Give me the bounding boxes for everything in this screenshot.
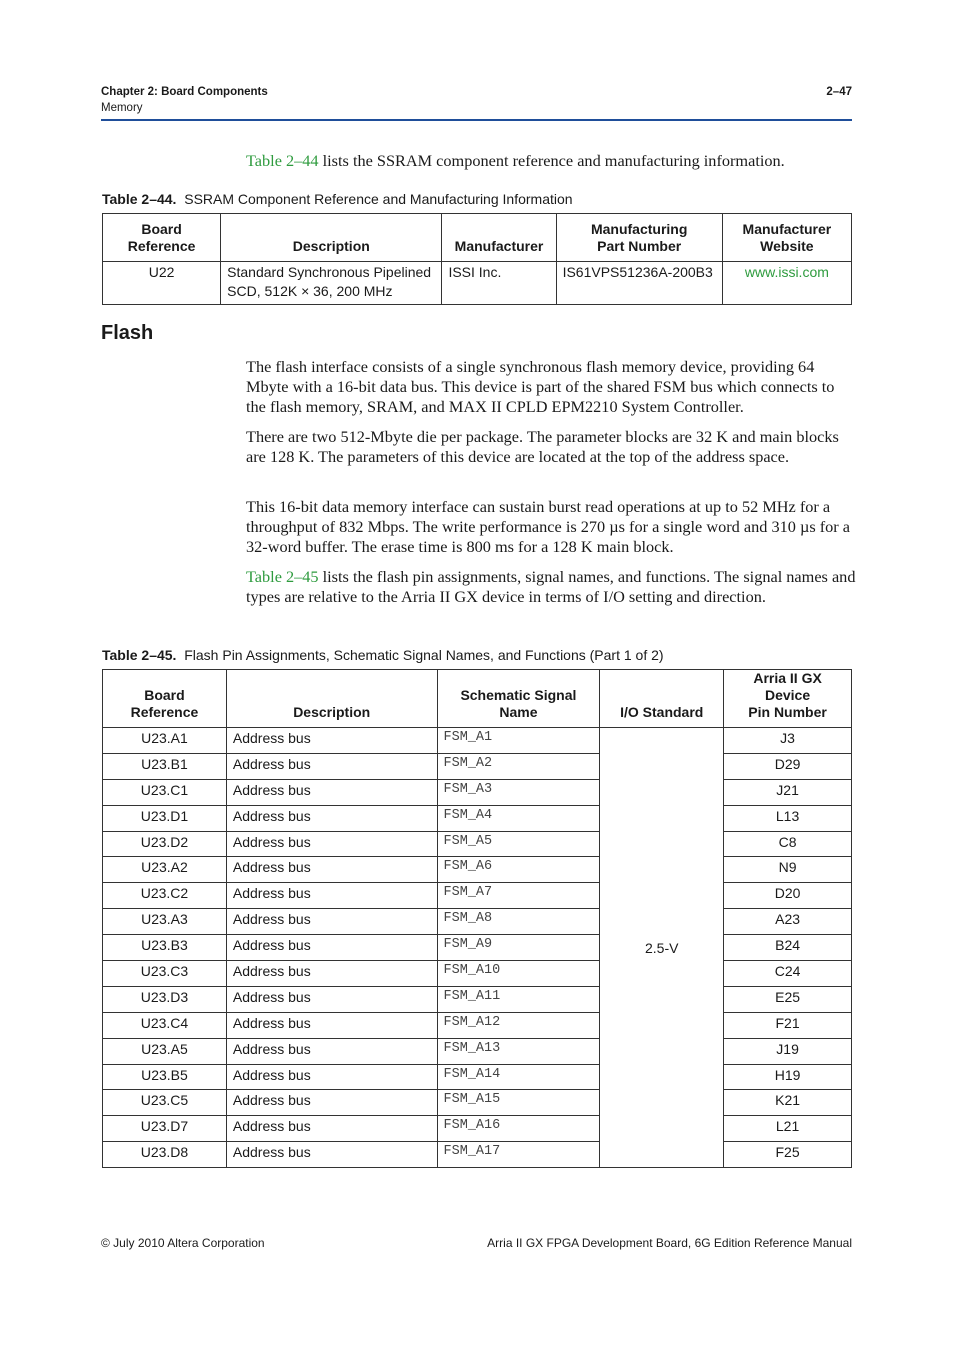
board-reference-cell: U23.A3	[103, 909, 227, 935]
pin-number-cell: C8	[724, 831, 852, 857]
flash-paragraph-4: Table 2–45 lists the flash pin assignments, signal names, and functions. The signal names and types are relative to the Arria II GX device in terms of I/O setting and direction.	[246, 567, 856, 606]
pin-number-cell: N9	[724, 857, 852, 883]
col-signal-name: Schematic Signal Name	[437, 670, 600, 728]
table-row	[103, 805, 852, 831]
board-reference-cell: U23.C4	[103, 1012, 227, 1038]
col-board-reference: Board Reference	[103, 214, 221, 262]
flash-paragraph-2: There are two 512-Mbyte die per package. The parameter blocks are 32 K and main blocks are 128 K. The parameters of this device are located at the top of the address space.	[246, 427, 839, 466]
col-manufacturer: Manufacturer	[442, 214, 556, 262]
board-reference-cell: U23.B1	[103, 753, 227, 779]
description-cell: Address bus	[226, 883, 437, 909]
pin-number-cell: K21	[724, 1090, 852, 1116]
io-standard-cell: 2.5-V	[600, 728, 724, 1168]
board-reference-cell: U23.A1	[103, 728, 227, 754]
pin-number-cell: L21	[724, 1116, 852, 1142]
table-header-row	[103, 670, 852, 728]
pin-number-cell: H19	[724, 1064, 852, 1090]
pin-number-cell: J21	[724, 779, 852, 805]
pin-number-cell: F25	[724, 1142, 852, 1168]
description-cell: Address bus	[226, 1038, 437, 1064]
board-reference-cell: U23.C1	[103, 779, 227, 805]
signal-name-cell: FSM_A11	[437, 986, 600, 1012]
description-cell: Address bus	[226, 805, 437, 831]
table-2-45-caption: Table 2–45. Flash Pin Assignments, Schematic Signal Names, and Functions (Part 1 of 2)	[102, 647, 664, 663]
description-cell: Address bus	[226, 961, 437, 987]
flash-pin-table	[102, 669, 852, 1168]
description-cell: Address bus	[226, 857, 437, 883]
description-cell: Address bus	[226, 1090, 437, 1116]
signal-name-cell: FSM_A13	[437, 1038, 600, 1064]
signal-name-cell: FSM_A7	[437, 883, 600, 909]
manufacturer-cell: ISSI Inc.	[442, 262, 556, 305]
board-reference-cell: U23.A2	[103, 857, 227, 883]
signal-name-cell: FSM_A15	[437, 1090, 600, 1116]
table-row	[103, 1090, 852, 1116]
pin-number-cell: L13	[724, 805, 852, 831]
table-row	[103, 1038, 852, 1064]
signal-name-cell: FSM_A5	[437, 831, 600, 857]
signal-name-cell: FSM_A3	[437, 779, 600, 805]
pin-number-cell: D20	[724, 883, 852, 909]
website-link[interactable]: www.issi.com	[722, 262, 851, 305]
board-reference-cell: U23.C5	[103, 1090, 227, 1116]
board-reference-cell: U23.B3	[103, 935, 227, 961]
table-row	[103, 262, 852, 305]
signal-name-cell: FSM_A12	[437, 1012, 600, 1038]
board-reference-cell: U22	[103, 262, 221, 305]
table-row	[103, 753, 852, 779]
running-header	[101, 84, 268, 116]
description-cell: Address bus	[226, 831, 437, 857]
chapter-title: Chapter 2: Board Components	[101, 86, 268, 98]
pin-number-cell: D29	[724, 753, 852, 779]
board-reference-cell: U23.D3	[103, 986, 227, 1012]
board-reference-cell: U23.D1	[103, 805, 227, 831]
board-reference-cell: U23.C3	[103, 961, 227, 987]
board-reference-cell: U23.B5	[103, 1064, 227, 1090]
table-2-44-link[interactable]: Table 2–44	[246, 151, 319, 170]
signal-name-cell: FSM_A14	[437, 1064, 600, 1090]
col-board-reference: Board Reference	[103, 670, 227, 728]
pin-number-cell: E25	[724, 986, 852, 1012]
table-row	[103, 909, 852, 935]
description-cell: Address bus	[226, 986, 437, 1012]
intro-paragraph: Table 2–44 lists the SSRAM component reference and manufacturing information.	[246, 151, 785, 170]
pin-number-cell: C24	[724, 961, 852, 987]
signal-name-cell: FSM_A2	[437, 753, 600, 779]
table-row	[103, 728, 852, 754]
footer-left: © July 2010 Altera Corporation	[101, 1236, 265, 1250]
board-reference-cell: U23.C2	[103, 883, 227, 909]
signal-name-cell: FSM_A6	[437, 857, 600, 883]
table-row	[103, 857, 852, 883]
table-row	[103, 1012, 852, 1038]
signal-name-cell: FSM_A17	[437, 1142, 600, 1168]
description-cell: Address bus	[226, 728, 437, 754]
flash-pin-table-body	[103, 728, 852, 1168]
col-pin-number: Arria II GX Device Pin Number	[724, 670, 852, 728]
header-rule	[101, 119, 852, 121]
table-2-45-link[interactable]: Table 2–45	[246, 567, 319, 586]
pin-number-cell: F21	[724, 1012, 852, 1038]
signal-name-cell: FSM_A9	[437, 935, 600, 961]
signal-name-cell: FSM_A16	[437, 1116, 600, 1142]
table-row	[103, 779, 852, 805]
col-website: Manufacturer Website	[722, 214, 851, 262]
signal-name-cell: FSM_A8	[437, 909, 600, 935]
col-description: Description	[226, 670, 437, 728]
section-title: Memory	[101, 102, 143, 114]
table-row	[103, 1064, 852, 1090]
signal-name-cell: FSM_A1	[437, 728, 600, 754]
description-cell: Address bus	[226, 779, 437, 805]
pin-number-cell: A23	[724, 909, 852, 935]
description-cell: Standard Synchronous Pipelined SCD, 512K × 36, 200 MHz	[221, 262, 442, 305]
signal-name-cell: FSM_A4	[437, 805, 600, 831]
table-header-row	[103, 214, 852, 262]
col-part-number: Manufacturing Part Number	[556, 214, 722, 262]
footer-right: Arria II GX FPGA Development Board, 6G Edition Reference Manual	[487, 1236, 852, 1250]
flash-paragraph-3: This 16-bit data memory interface can sustain burst read operations at up to 52 MHz for a throughput of 832 Mbps. The write performance is 270 µs for a single word and 310 µs for a 32-word buffer. The erase time is 800 ms for a 128 K main block.	[246, 497, 851, 556]
table-row	[103, 935, 852, 961]
description-cell: Address bus	[226, 1012, 437, 1038]
signal-name-cell: FSM_A10	[437, 961, 600, 987]
table-row	[103, 1142, 852, 1168]
col-description: Description	[221, 214, 442, 262]
pin-number-cell: J3	[724, 728, 852, 754]
table-row	[103, 1116, 852, 1142]
description-cell: Address bus	[226, 1064, 437, 1090]
board-reference-cell: U23.D8	[103, 1142, 227, 1168]
section-heading-flash: Flash	[101, 322, 154, 344]
board-reference-cell: U23.D7	[103, 1116, 227, 1142]
pin-number-cell: B24	[724, 935, 852, 961]
description-cell: Address bus	[226, 1142, 437, 1168]
col-io-standard: I/O Standard	[600, 670, 724, 728]
flash-paragraph-1: The flash interface consists of a single synchronous flash memory device, providing 64 Mbyte with a 16-bit data bus. This device is part of the shared FSM bus which connects to the flash memory, SRAM, and MAX II CPLD EPM2210 System Controller.	[246, 357, 835, 416]
table-row	[103, 883, 852, 909]
description-cell: Address bus	[226, 1116, 437, 1142]
board-reference-cell: U23.D2	[103, 831, 227, 857]
pin-number-cell: J19	[724, 1038, 852, 1064]
part-number-cell: IS61VPS51236A-200B3	[556, 262, 722, 305]
description-cell: Address bus	[226, 909, 437, 935]
table-row	[103, 986, 852, 1012]
table-2-44-caption: Table 2–44. SSRAM Component Reference and Manufacturing Information	[102, 191, 573, 207]
description-cell: Address bus	[226, 935, 437, 961]
board-reference-cell: U23.A5	[103, 1038, 227, 1064]
table-row	[103, 831, 852, 857]
page-number: 2–47	[826, 86, 852, 98]
ssram-table	[102, 213, 852, 305]
description-cell: Address bus	[226, 753, 437, 779]
table-row	[103, 961, 852, 987]
